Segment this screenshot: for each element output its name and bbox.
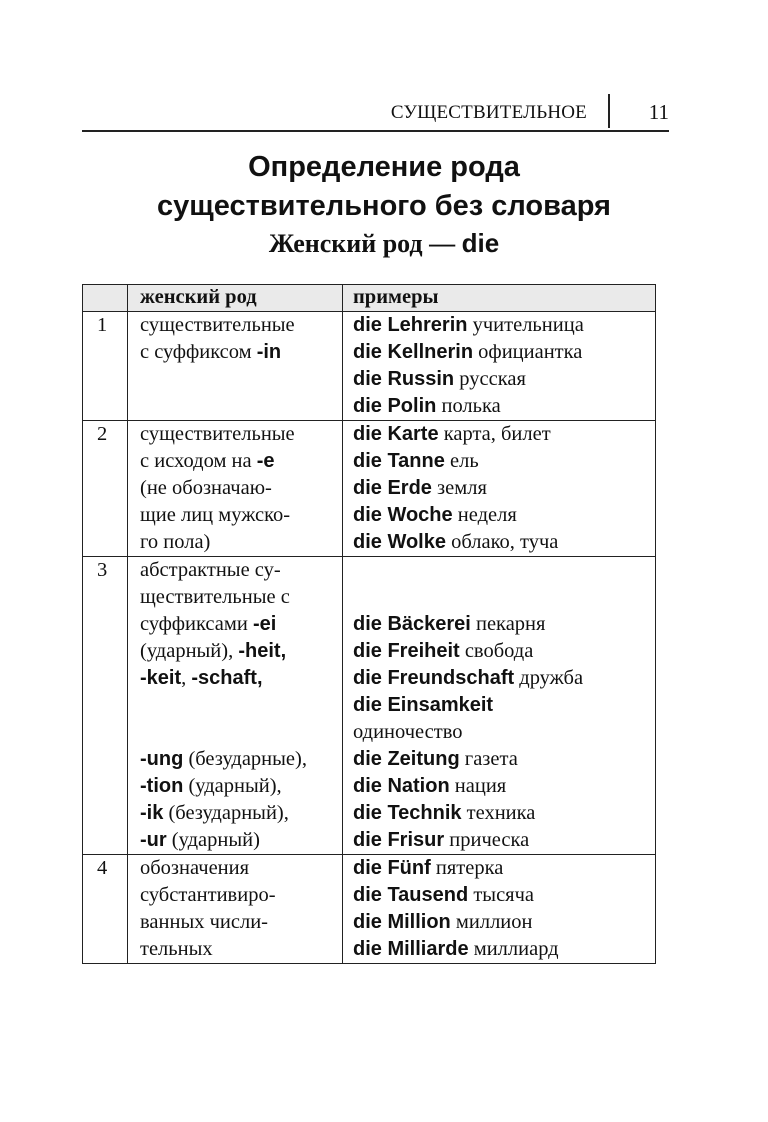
row-number: 3 bbox=[83, 557, 128, 855]
suffix: -in bbox=[256, 341, 282, 363]
german-word: die Woche bbox=[353, 504, 453, 526]
translation: миллиард bbox=[468, 938, 559, 960]
description-text: с исходом на bbox=[140, 450, 257, 472]
row-number: 2 bbox=[83, 421, 128, 557]
table-row bbox=[83, 855, 656, 964]
examples-cell bbox=[343, 421, 656, 557]
description-text: ванных числи- bbox=[140, 911, 269, 933]
example-line bbox=[353, 502, 649, 529]
examples-cell bbox=[343, 855, 656, 964]
gender-rules-table bbox=[82, 284, 656, 964]
table-header-row bbox=[83, 285, 656, 312]
header-cell-gender: женский род bbox=[128, 285, 343, 312]
german-word: die Million bbox=[353, 911, 451, 933]
suffix: -heit, bbox=[238, 640, 287, 662]
description-text: щие лиц мужско- bbox=[140, 504, 291, 526]
example-line bbox=[353, 366, 649, 393]
example-line bbox=[353, 312, 649, 339]
suffix: -tion bbox=[140, 775, 184, 797]
title-line-1: Определение рода bbox=[248, 151, 520, 183]
translation: русская bbox=[454, 368, 526, 390]
subtitle-article: die bbox=[461, 228, 500, 258]
suffix: -ung bbox=[140, 748, 184, 770]
description-line bbox=[140, 421, 336, 448]
example-line bbox=[353, 855, 649, 882]
german-word: die Technik bbox=[353, 802, 462, 824]
description-line bbox=[140, 475, 336, 502]
rule-description bbox=[128, 855, 343, 964]
description-text: суффиксами bbox=[140, 613, 253, 635]
suffix: -keit bbox=[140, 667, 182, 689]
german-word: die Kellnerin bbox=[353, 341, 474, 363]
german-word: die Fünf bbox=[353, 857, 431, 879]
description-line bbox=[140, 665, 336, 692]
translation: прическа bbox=[444, 829, 530, 851]
description-line bbox=[140, 936, 336, 963]
description-text: с суффиксом bbox=[140, 341, 257, 363]
german-word: die Freiheit bbox=[353, 640, 460, 662]
translation: тысяча bbox=[468, 884, 535, 906]
german-word: die Tanne bbox=[353, 450, 445, 472]
german-word: die Frisur bbox=[353, 829, 445, 851]
example-line bbox=[353, 475, 649, 502]
translation: полька bbox=[436, 395, 501, 417]
suffix: -ik bbox=[140, 802, 164, 824]
description-line bbox=[140, 584, 336, 611]
rule-description bbox=[128, 312, 343, 421]
translation: одиночество bbox=[353, 721, 463, 743]
translation: облако, туча bbox=[446, 531, 559, 553]
german-word: die Tausend bbox=[353, 884, 469, 906]
description-line bbox=[140, 448, 336, 475]
description-line bbox=[140, 339, 336, 366]
description-line bbox=[140, 827, 336, 854]
section-title: СУЩЕСТВИТЕЛЬНОЕ bbox=[390, 102, 587, 123]
example-line bbox=[353, 692, 649, 719]
description-text: (ударный), bbox=[140, 640, 239, 662]
suffix: -schaft, bbox=[191, 667, 263, 689]
description-line bbox=[140, 312, 336, 339]
running-header bbox=[82, 92, 669, 132]
examples-cell bbox=[343, 557, 656, 855]
description-line bbox=[140, 638, 336, 665]
example-line bbox=[353, 421, 649, 448]
header-cell-examples: примеры bbox=[343, 285, 656, 312]
example-line bbox=[353, 665, 649, 692]
rule-description bbox=[128, 421, 343, 557]
description-line bbox=[140, 529, 336, 556]
description-text: (не обозначаю- bbox=[140, 477, 272, 499]
description-text: (безударные), bbox=[183, 748, 307, 770]
description-text: (безударный), bbox=[163, 802, 289, 824]
german-word: die Nation bbox=[353, 775, 450, 797]
translation: земля bbox=[431, 477, 487, 499]
german-word: die Karte bbox=[353, 423, 439, 445]
translation: газета bbox=[459, 748, 518, 770]
example-line bbox=[353, 882, 649, 909]
table-row bbox=[83, 312, 656, 421]
description-text: , bbox=[181, 667, 192, 689]
german-word: die Polin bbox=[353, 395, 437, 417]
row-number: 4 bbox=[83, 855, 128, 964]
german-word: die Lehrerin bbox=[353, 314, 468, 336]
translation: учительница bbox=[467, 314, 584, 336]
header-divider bbox=[608, 94, 610, 128]
header-cell-number bbox=[83, 285, 128, 312]
description-text: существительные bbox=[140, 314, 295, 336]
description-text: ществительные с bbox=[140, 586, 290, 608]
description-line bbox=[140, 882, 336, 909]
suffix: -e bbox=[256, 450, 275, 472]
example-line bbox=[353, 611, 649, 638]
description-text: субстантивиро- bbox=[140, 884, 276, 906]
german-word: die Zeitung bbox=[353, 748, 460, 770]
description-line bbox=[140, 502, 336, 529]
subtitle-text: Женский род — bbox=[268, 229, 462, 258]
blank-line bbox=[353, 584, 649, 611]
title-line-2: существительного без словаря bbox=[157, 190, 611, 222]
description-text: (ударный), bbox=[183, 775, 282, 797]
blank-line bbox=[140, 692, 336, 719]
german-word: die Freundschaft bbox=[353, 667, 515, 689]
example-line bbox=[353, 827, 649, 854]
example-line bbox=[353, 393, 649, 420]
translation: пекарня bbox=[470, 613, 546, 635]
description-text: существительные bbox=[140, 423, 295, 445]
example-line bbox=[353, 719, 649, 746]
german-word: die Wolke bbox=[353, 531, 446, 553]
description-line bbox=[140, 773, 336, 800]
description-text: обозначения bbox=[140, 857, 250, 879]
translation: ель bbox=[444, 450, 479, 472]
german-word: die Russin bbox=[353, 368, 455, 390]
table-body bbox=[83, 312, 656, 964]
translation: техника bbox=[461, 802, 536, 824]
table-row bbox=[83, 421, 656, 557]
german-word: die Bäckerei bbox=[353, 613, 471, 635]
description-text: го пола) bbox=[140, 531, 211, 553]
description-text: тельных bbox=[140, 938, 213, 960]
suffix: -ur bbox=[140, 829, 167, 851]
example-line bbox=[353, 773, 649, 800]
suffix: -ei bbox=[252, 613, 277, 635]
german-word: die Milliarde bbox=[353, 938, 469, 960]
translation: дружба bbox=[514, 667, 584, 689]
description-text: (ударный) bbox=[166, 829, 260, 851]
example-line bbox=[353, 936, 649, 963]
example-line bbox=[353, 746, 649, 773]
example-line bbox=[353, 800, 649, 827]
translation: пятерка bbox=[430, 857, 504, 879]
description-line bbox=[140, 909, 336, 936]
example-line bbox=[353, 529, 649, 556]
subtitle bbox=[0, 228, 768, 259]
blank-line bbox=[140, 719, 336, 746]
german-word: die Einsamkeit bbox=[353, 694, 494, 716]
example-line bbox=[353, 638, 649, 665]
german-word: die Erde bbox=[353, 477, 432, 499]
translation: нация bbox=[449, 775, 507, 797]
translation: миллион bbox=[450, 911, 533, 933]
translation: официантка bbox=[473, 341, 583, 363]
description-line bbox=[140, 746, 336, 773]
description-line bbox=[140, 611, 336, 638]
examples-cell bbox=[343, 312, 656, 421]
page-number: 11 bbox=[648, 100, 669, 124]
row-number: 1 bbox=[83, 312, 128, 421]
page-title bbox=[0, 148, 768, 226]
blank-line bbox=[353, 557, 649, 584]
translation: карта, билет bbox=[438, 423, 551, 445]
translation: свобода bbox=[459, 640, 534, 662]
description-text: абстрактные су- bbox=[140, 559, 281, 581]
example-line bbox=[353, 909, 649, 936]
example-line bbox=[353, 339, 649, 366]
example-line bbox=[353, 448, 649, 475]
rule-description bbox=[128, 557, 343, 855]
table-row bbox=[83, 557, 656, 855]
translation: неделя bbox=[452, 504, 517, 526]
description-line bbox=[140, 855, 336, 882]
description-line bbox=[140, 557, 336, 584]
description-line bbox=[140, 800, 336, 827]
